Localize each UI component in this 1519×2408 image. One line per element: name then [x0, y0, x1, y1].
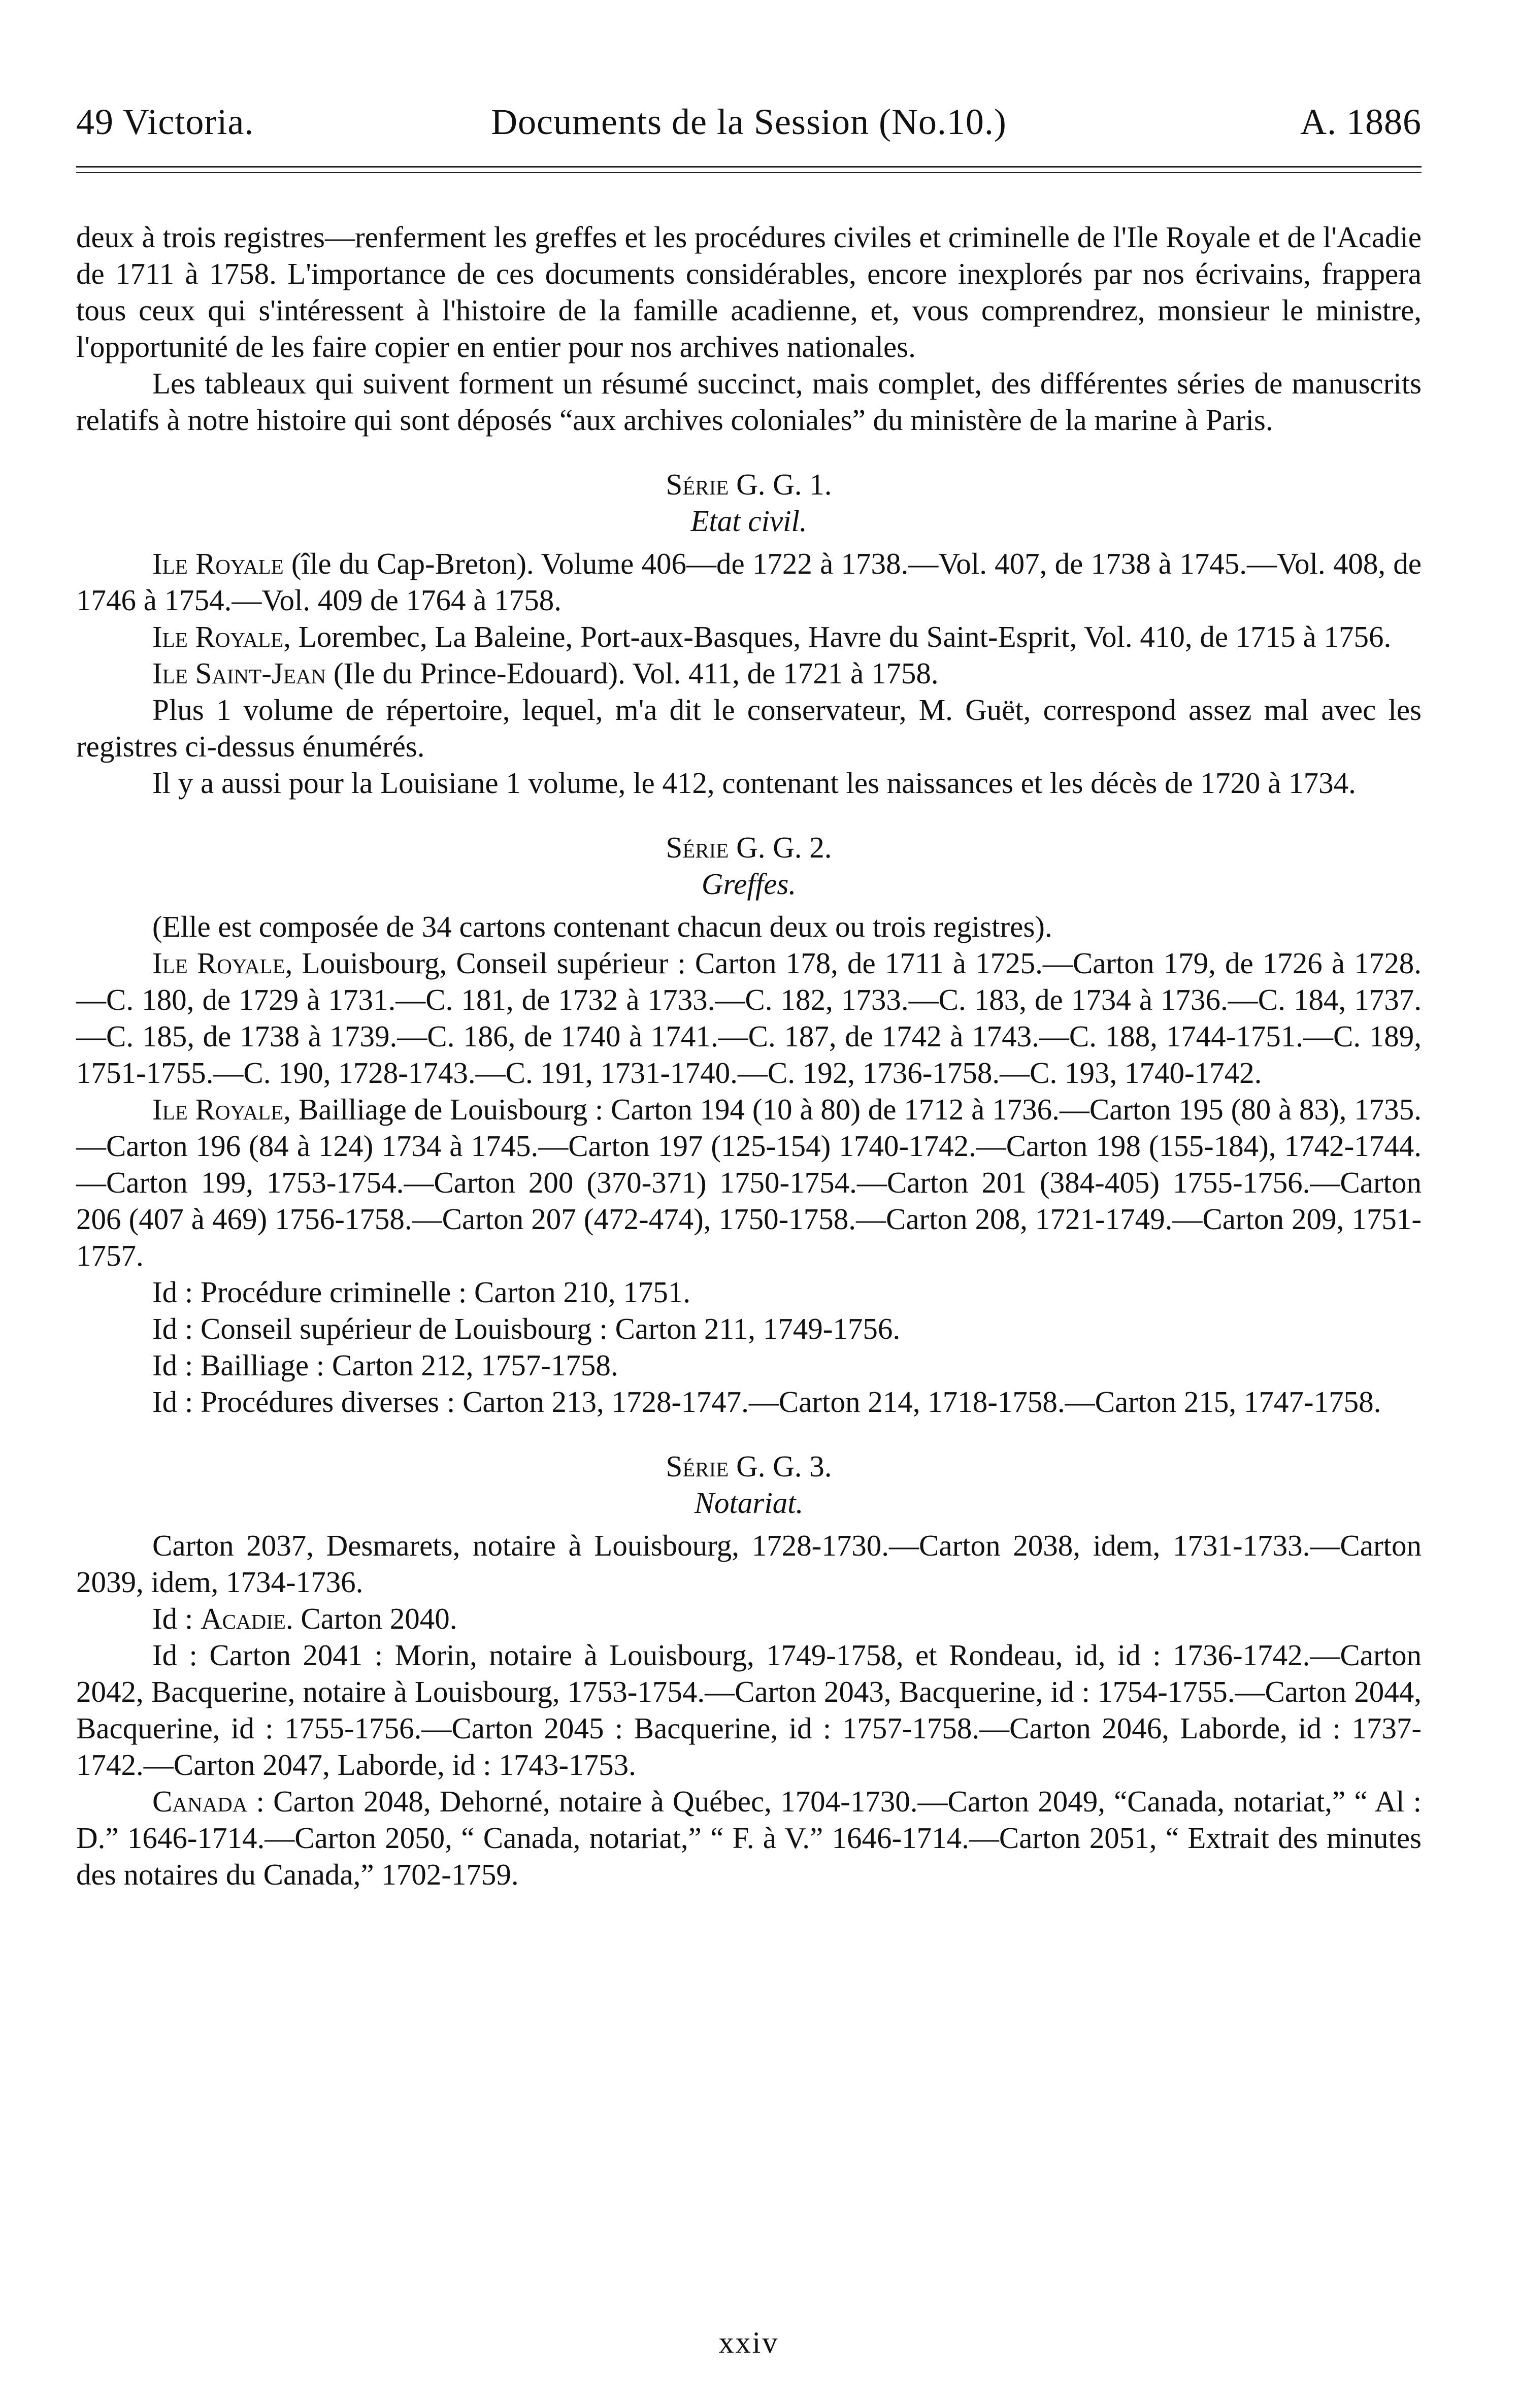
header-volume: 49 Victoria. — [76, 102, 254, 142]
place-name: Ile Royale — [152, 620, 284, 653]
serie-3-subtitle: Notariat. — [694, 1486, 804, 1520]
place-name: Ile Royale — [152, 946, 285, 980]
serie-1-entry-5: Il y a aussi pour la Louisiane 1 volume, le 412, contenant les naissances et les décès de 1720 à 1734. — [152, 766, 1356, 800]
serie-2-entry-1: Ile Royale, Louisbourg, Conseil supérieur : Carton 178, de 1711 à 1725.—Carton 179, de 1726 à 1728.—C. 180, de 1729 à 1731.—C. 181, de 1732 à 1733.—C. 182, 1733.—C. 183, de 1734 à 1736.—C. 184, 1737.—C. 185, de 1738 à 1739.—C. 186, de 1740 à 1741.—C. 187, de 1742 à 1743.—C. 188, 1744-1751.—C. 189, 1751-1755.—C. 190, 1728-1743.—C. 191, 1731-1740.—C. 192, 1736-1758.—C. 193, 1740-1742. — [76, 946, 1422, 1090]
running-header — [76, 99, 1422, 145]
serie-1-entry-2: Ile Royale, Lorembec, La Baleine, Port-aux-Basques, Havre du Saint-Esprit, Vol. 410, de 1715 à 1756. — [152, 620, 1392, 653]
serie-1-entry-4: Plus 1 volume de répertoire, lequel, m'a dit le conservateur, M. Guët, correspond assez mal avec les registres ci-dessus énumérés. — [76, 693, 1422, 763]
serie-1-entry-3: Ile Saint-Jean (Ile du Prince-Edouard). Vol. 411, de 1721 à 1758. — [152, 656, 939, 690]
intro-paragraph-1: deux à trois registres—renferment les greffes et les procédures civiles et criminelle de l'Ile Royale et de l'Acadie de 1711 à 1758. L'importance de ces documents considérables, encore inexplorés par nos écrivains, frappera tous ceux qui s'intéressent à l'histoire de la famille acadienne, et, vous comprendrez, monsieur le ministre, l'opportunité de les faire copier en entier pour nos archives nationales. — [76, 220, 1422, 364]
document-body — [76, 219, 1422, 1893]
serie-2-entry-3: Id : Procédure criminelle : Carton 210, 1751. — [152, 1275, 691, 1309]
place-name: Acadie — [201, 1602, 286, 1635]
header-title: Documents de la Session (No.10.) — [491, 102, 1007, 142]
serie-2-entry-4: Id : Conseil supérieur de Louisbourg : Carton 211, 1749-1756. — [152, 1312, 901, 1345]
serie-3-entry-1: Carton 2037, Desmarets, notaire à Louisbourg, 1728-1730.—Carton 2038, idem, 1731-1733.—Carton 2039, idem, 1734-1736. — [76, 1529, 1422, 1599]
serie-2-entry-0: (Elle est composée de 34 cartons contenant chacun deux ou trois registres). — [152, 910, 1052, 943]
serie-3-heading: Série G. G. 3. — [666, 1449, 832, 1483]
serie-1-entry-1: Ile Royale (île du Cap-Breton). Volume 406—de 1722 à 1738.—Vol. 407, de 1738 à 1745.—Vol. 408, de 1746 à 1754.—Vol. 409 de 1764 à 1758. — [76, 547, 1422, 617]
serie-1-subtitle: Etat civil. — [690, 504, 807, 538]
place-name: Canada — [152, 1785, 248, 1818]
intro-paragraph-2: Les tableaux qui suivent forment un résumé succinct, mais complet, des différentes séries de manuscrits relatifs à notre histoire qui sont déposés “aux archives coloniales” du ministère de la marine à Paris. — [76, 367, 1422, 437]
serie-3-entry-3: Id : Carton 2041 : Morin, notaire à Louisbourg, 1749-1758, et Rondeau, id, id : 1736-1742.—Carton 2042, Bacquerine, notaire à Louisbourg, 1753-1754.—Carton 2043, Bacquerine, id : 1754-1755.—Carton 2044, Bacquerine, id : 1755-1756.—Carton 2045 : Bacquerine, id : 1757-1758.—Carton 2046, Laborde, id : 1737-1742.—Carton 2047, Laborde, id : 1743-1753. — [76, 1638, 1422, 1782]
header-rule — [76, 166, 1422, 173]
serie-3-entry-2: Id : Acadie. Carton 2040. — [152, 1602, 457, 1635]
place-name: Ile Saint-Jean — [152, 656, 326, 690]
serie-2-entry-2: Ile Royale, Bailliage de Louisbourg : Carton 194 (10 à 80) de 1712 à 1736.—Carton 195 (80 à 83), 1735.—Carton 196 (84 à 124) 1734 à 1745.—Carton 197 (125-154) 1740-1742.—Carton 198 (155-184), 1742-1744.—Carton 199, 1753-1754.—Carton 200 (370-371) 1750-1754.—Carton 201 (384-405) 1755-1756.—Carton 206 (407 à 469) 1756-1758.—Carton 207 (472-474), 1750-1758.—Carton 208, 1721-1749.—Carton 209, 1751-1757. — [76, 1093, 1422, 1272]
serie-2-heading: Série G. G. 2. — [666, 831, 832, 864]
serie-2-subtitle: Greffes. — [701, 867, 797, 901]
serie-2-entry-6: Id : Procédures diverses : Carton 213, 1728-1747.—Carton 214, 1718-1758.—Carton 215, 1747-1758. — [152, 1385, 1381, 1419]
header-year: A. 1886 — [1300, 102, 1422, 142]
place-name: Ile Royale — [152, 1093, 284, 1126]
serie-1-heading: Série G. G. 1. — [666, 468, 832, 501]
place-name: Ile Royale — [152, 547, 284, 580]
serie-2-entry-5: Id : Bailliage : Carton 212, 1757-1758. — [152, 1348, 618, 1382]
page-number: xxiv — [718, 2326, 779, 2359]
serie-3-entry-4: Canada : Carton 2048, Dehorné, notaire à Québec, 1704-1730.—Carton 2049, “Canada, notariat,” “ Al : D.” 1646-1714.—Carton 2050, “ Canada, notariat,” “ F. à V.” 1646-1714.—Carton 2051, “ Extrait des minutes des notaires du Canada,” 1702-1759. — [76, 1785, 1422, 1891]
document-page — [76, 99, 1422, 2358]
